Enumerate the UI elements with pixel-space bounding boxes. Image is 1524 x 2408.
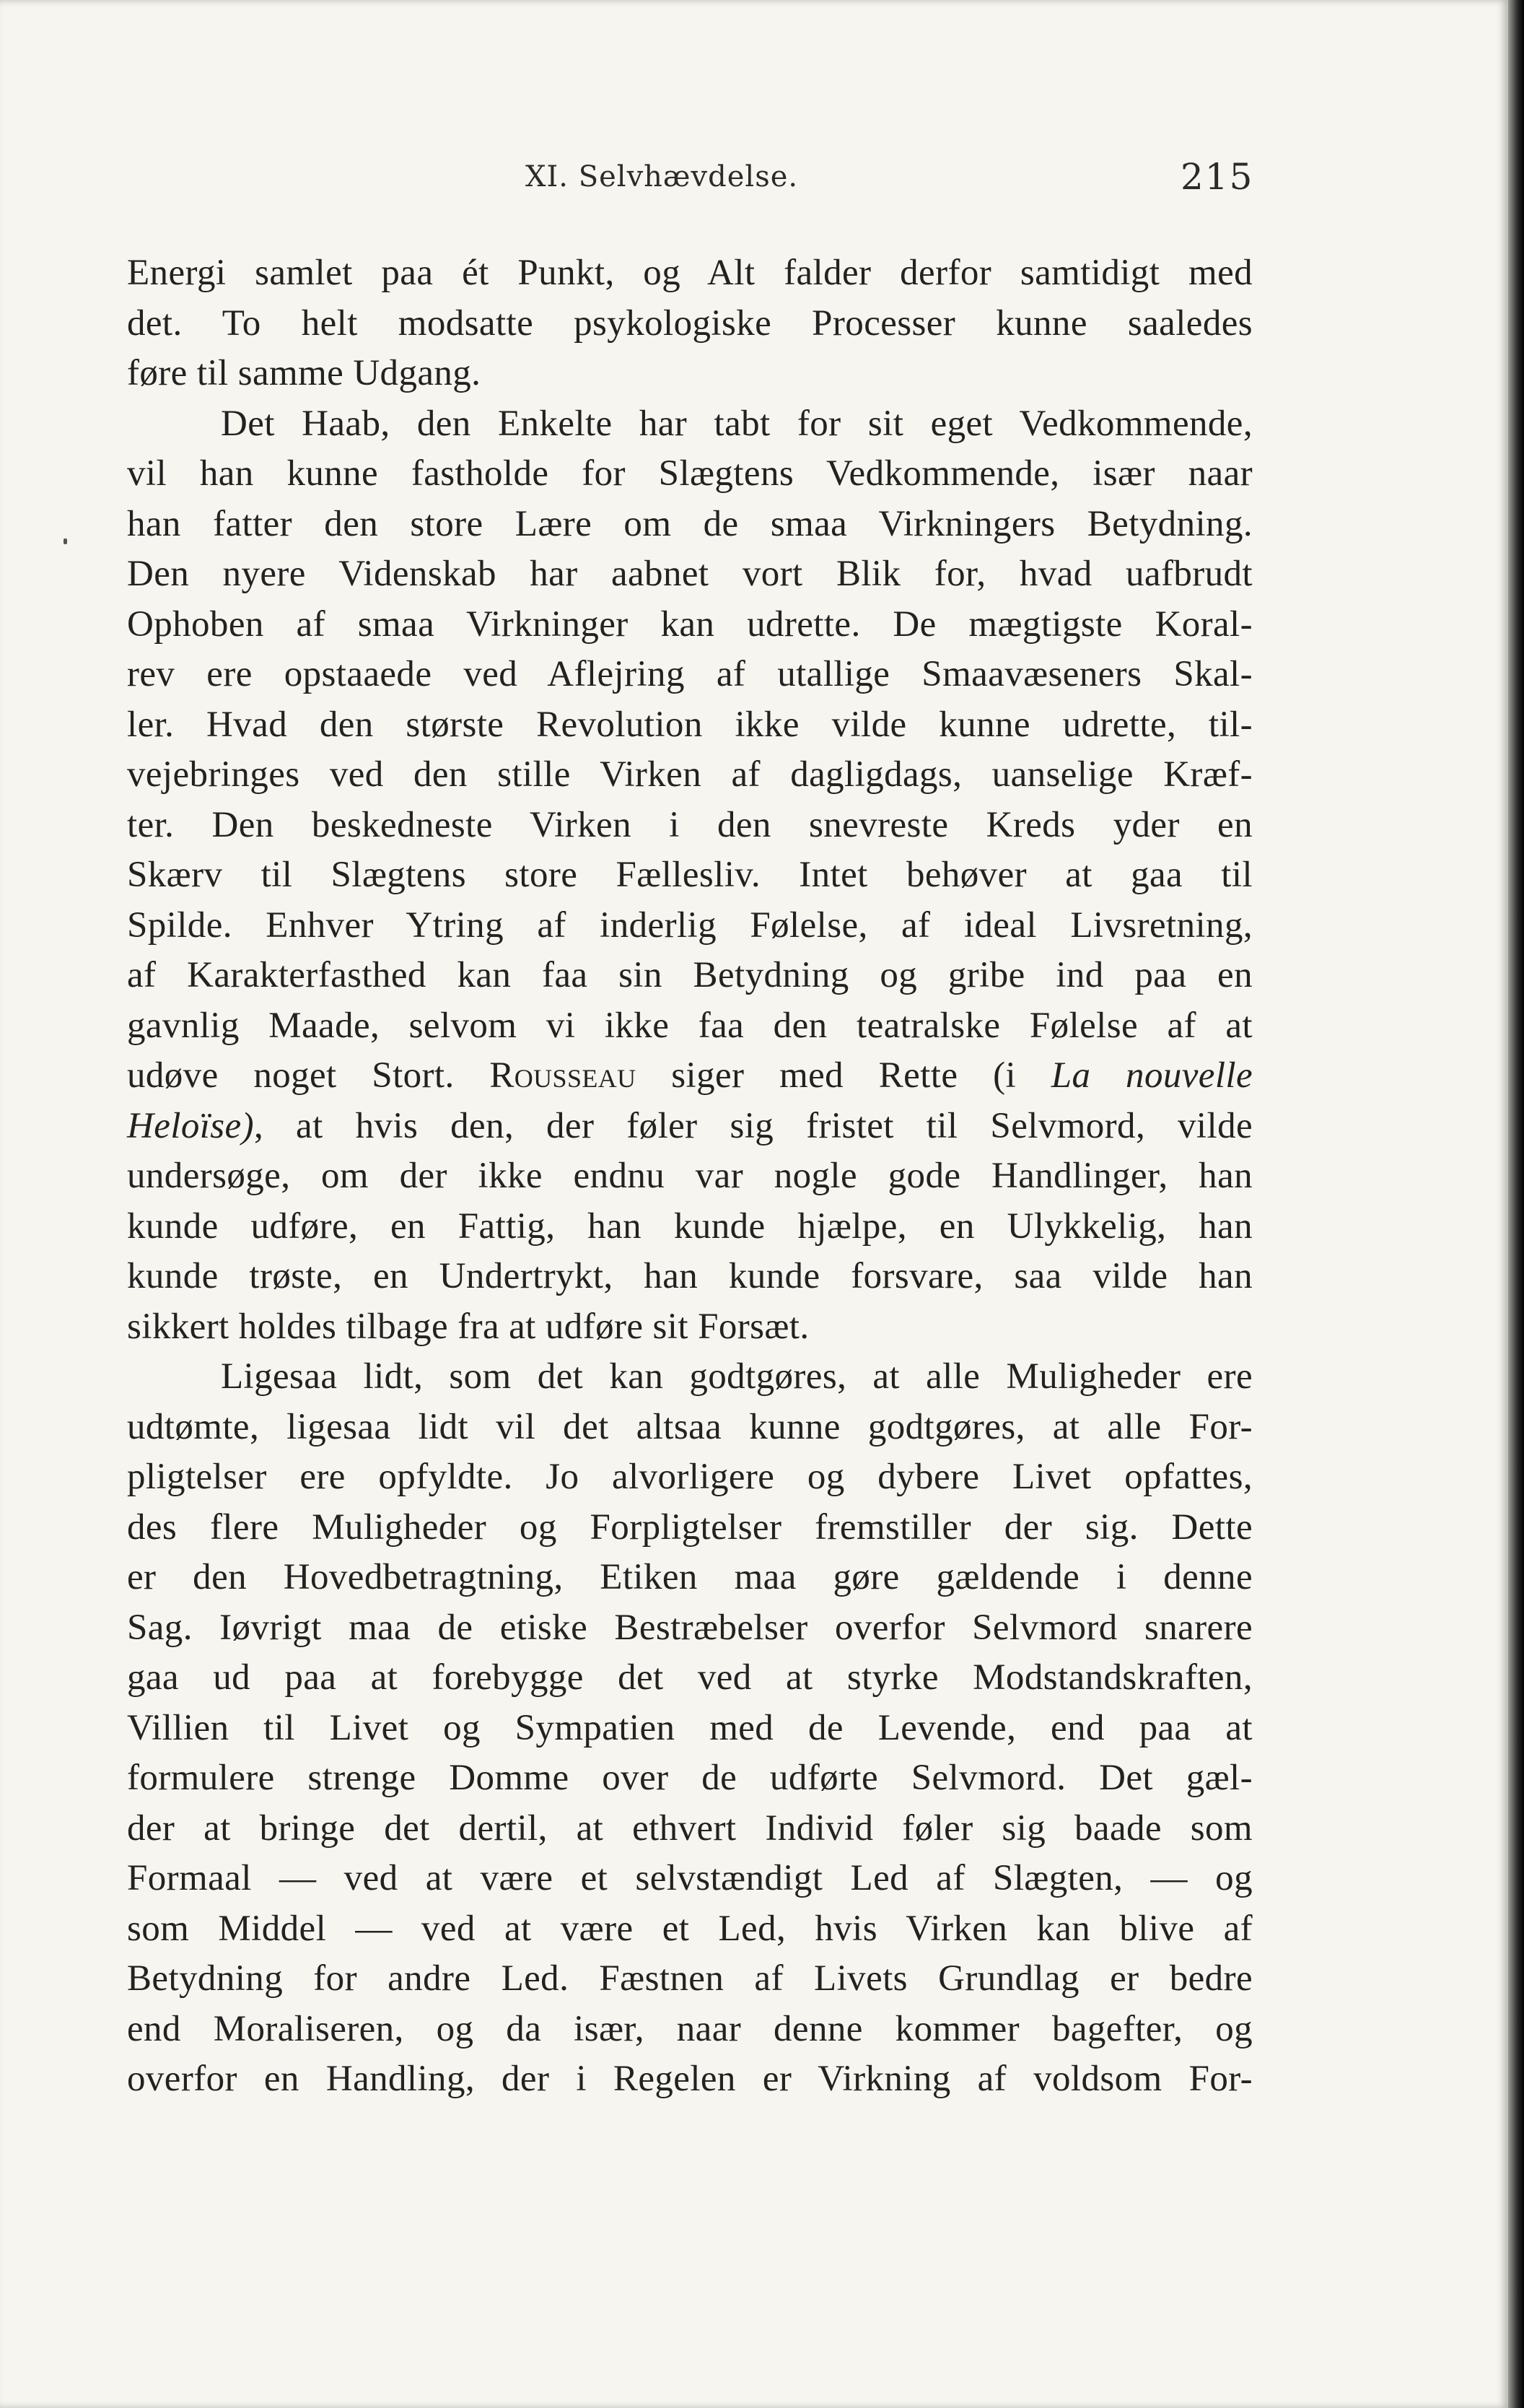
text-line-citation bbox=[127, 1102, 1253, 1152]
text-line: sikkert holdes tilbage fra at udføre sit Forsæt. bbox=[127, 1306, 810, 1347]
text-line: Spilde. Enhver Ytring af inderlig Følelse, af ideal Livsretning, bbox=[127, 904, 1253, 946]
text-line: af Karakterfasthed kan faa sin Betydning og gribe ind paa en bbox=[127, 955, 1253, 995]
text-line-citation bbox=[127, 1051, 1253, 1102]
text-line: udtømte, ligesaa lidt vil det altsaa kunne godtgøres, at alle For- bbox=[127, 1406, 1253, 1447]
text-line: undersøge, om der ikke endnu var nogle gode Handlinger, han bbox=[127, 1156, 1253, 1196]
book-title: Heloïse) bbox=[127, 1105, 254, 1146]
text-line: kunde udføre, en Fattig, han kunde hjælpe, en Ulykkelig, han bbox=[127, 1205, 1253, 1247]
text-line: overfor en Handling, der i Regelen er Virkning af voldsom For- bbox=[127, 2059, 1253, 2099]
text-line: Betydning for andre Led. Fæstnen af Livets Grundlag er bedre bbox=[127, 1958, 1253, 1999]
page-number: 215 bbox=[1181, 156, 1254, 198]
text-line: Formaal — ved at være et selvstændigt Led af Slægten, — og bbox=[127, 1858, 1253, 1898]
text-run: , at hvis den, der føler sig fristet til Selvmord, vilde bbox=[253, 1105, 1253, 1146]
text-line: Ligesaa lidt, som det kan godtgøres, at alle Muligheder ere bbox=[221, 1356, 1253, 1397]
text-line: er den Hovedbetragtning, Etiken maa gøre gældende i denne bbox=[127, 1557, 1253, 1597]
text-line: rev ere opstaaede ved Aflejring af utallige Smaavæseners Skal- bbox=[127, 654, 1253, 694]
scan-border bbox=[1508, 0, 1524, 2408]
text-line: Det Haab, den Enkelte har tabt for sit eget Vedkommende, bbox=[221, 403, 1253, 444]
text-line: som Middel — ved at være et Led, hvis Virken kan blive af bbox=[127, 1908, 1253, 1949]
text-line: pligtelser ere opfyldte. Jo alvorligere og dybere Livet opfattes, bbox=[127, 1457, 1253, 1497]
text-line: Energi samlet paa ét Punkt, og Alt falder derfor samtidigt med bbox=[127, 253, 1253, 293]
text-line: des flere Muligheder og Forpligtelser fremstiller der sig. Dette bbox=[127, 1506, 1253, 1548]
text-line: Ophoben af smaa Virkninger kan udrette. De mægtigste Koral- bbox=[127, 603, 1253, 645]
text-line: der at bringe det dertil, at ethvert Individ føler sig baade som bbox=[127, 1807, 1253, 1849]
text-line: han fatter den store Lære om de smaa Virkningers Betydning. bbox=[127, 503, 1253, 544]
text-line: gavnlig Maade, selvom vi ikke faa den teatralske Følelse af at bbox=[127, 1005, 1253, 1046]
text-line: vejebringes ved den stille Virken af dagligdags, uanselige Kræf- bbox=[127, 754, 1253, 795]
text-line: end Moraliseren, og da især, naar denne kommer bagefter, og bbox=[127, 2008, 1253, 2049]
text-run: siger med Rette (i bbox=[636, 1055, 1051, 1096]
text-line: ler. Hvad den største Revolution ikke vilde kunne udrette, til- bbox=[127, 704, 1253, 745]
book-title: La nouvelle bbox=[1051, 1055, 1253, 1096]
text-line: formulere strenge Domme over de udførte Selvmord. Det gæl- bbox=[127, 1758, 1253, 1798]
text-line: ter. Den beskedneste Virken i den snevreste Kreds yder en bbox=[127, 804, 1253, 845]
text-line: vil han kunne fastholde for Slægtens Vedkommende, især naar bbox=[127, 453, 1253, 494]
text-line: gaa ud paa at forebygge det ved at styrke Modstandskraften, bbox=[127, 1657, 1253, 1698]
text-run: udøve noget Stort. bbox=[127, 1055, 490, 1096]
text-line: Villien til Livet og Sympatien med de Levende, end paa at bbox=[127, 1707, 1253, 1748]
text-line: kunde trøste, en Undertrykt, han kunde forsvare, saa vilde han bbox=[127, 1256, 1253, 1296]
running-header bbox=[0, 156, 1254, 204]
author-name: Rousseau bbox=[489, 1055, 636, 1096]
text-line: Sag. Iøvrigt maa de etiske Bestræbelser overfor Selvmord snarere bbox=[127, 1607, 1253, 1648]
text-line: Den nyere Videnskab har aabnet vort Blik for, hvad uafbrudt bbox=[127, 554, 1253, 594]
body-text bbox=[127, 248, 1253, 2105]
text-line: Skærv til Slægtens store Fællesliv. Intet behøver at gaa til bbox=[127, 855, 1253, 895]
text-line: føre til samme Udgang. bbox=[127, 353, 481, 393]
text-line: det. To helt modsatte psykologiske Processer kunne saaledes bbox=[127, 302, 1253, 344]
chapter-title: XI. Selvhævdelse. bbox=[525, 160, 799, 193]
margin-mark bbox=[64, 538, 67, 544]
